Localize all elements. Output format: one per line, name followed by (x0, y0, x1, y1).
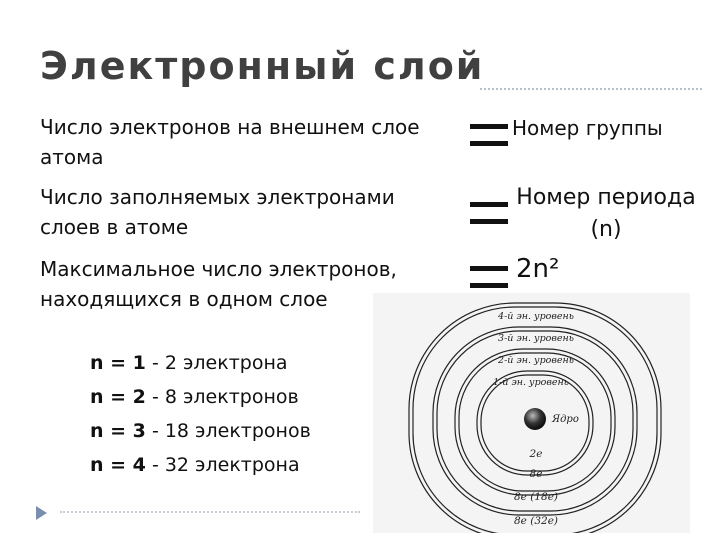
row-2-left: Число заполняемых электронами слоев в атоме (40, 185, 395, 239)
electron-count: 2e (529, 448, 543, 460)
nucleus-label: Ядро (552, 414, 579, 425)
slide-title: Электронный слой (40, 44, 485, 88)
row-3-right: 2n² (516, 254, 560, 284)
footer-divider (60, 511, 360, 513)
row-3-left: Максимальное число электронов, находящихся в одном слое (40, 257, 397, 311)
equals-sign-1 (470, 124, 508, 146)
row-2-right: Номер периода (n) (516, 185, 696, 242)
capacity-list (90, 346, 311, 482)
level-label: 1-й эн. уровень (493, 377, 569, 388)
triangle-bullet-icon (36, 506, 47, 520)
capacity-item: n = 1 - 2 электрона (90, 352, 288, 374)
capacity-item: n = 4 - 32 электрона (90, 454, 300, 476)
equals-sign-2 (470, 202, 508, 224)
row-1-left: Число электронов на внешнем слое атома (40, 115, 420, 169)
title-divider (480, 88, 702, 90)
level-label: 2-й эн. уровень (498, 355, 574, 366)
electron-count: 8e (529, 468, 543, 480)
capacity-item: n = 2 - 8 электронов (90, 386, 299, 408)
equals-sign-3 (470, 266, 508, 288)
atom-shell-diagram (373, 293, 690, 533)
level-label: 4-й эн. уровень (498, 311, 574, 322)
row-1-right: Номер группы (512, 116, 663, 140)
electron-count: 8e (32e) (514, 515, 558, 527)
nucleus (524, 408, 546, 430)
level-label: 3-й эн. уровень (498, 333, 574, 344)
electron-count: 8e (18e) (514, 491, 558, 503)
capacity-item: n = 3 - 18 электронов (90, 420, 311, 442)
